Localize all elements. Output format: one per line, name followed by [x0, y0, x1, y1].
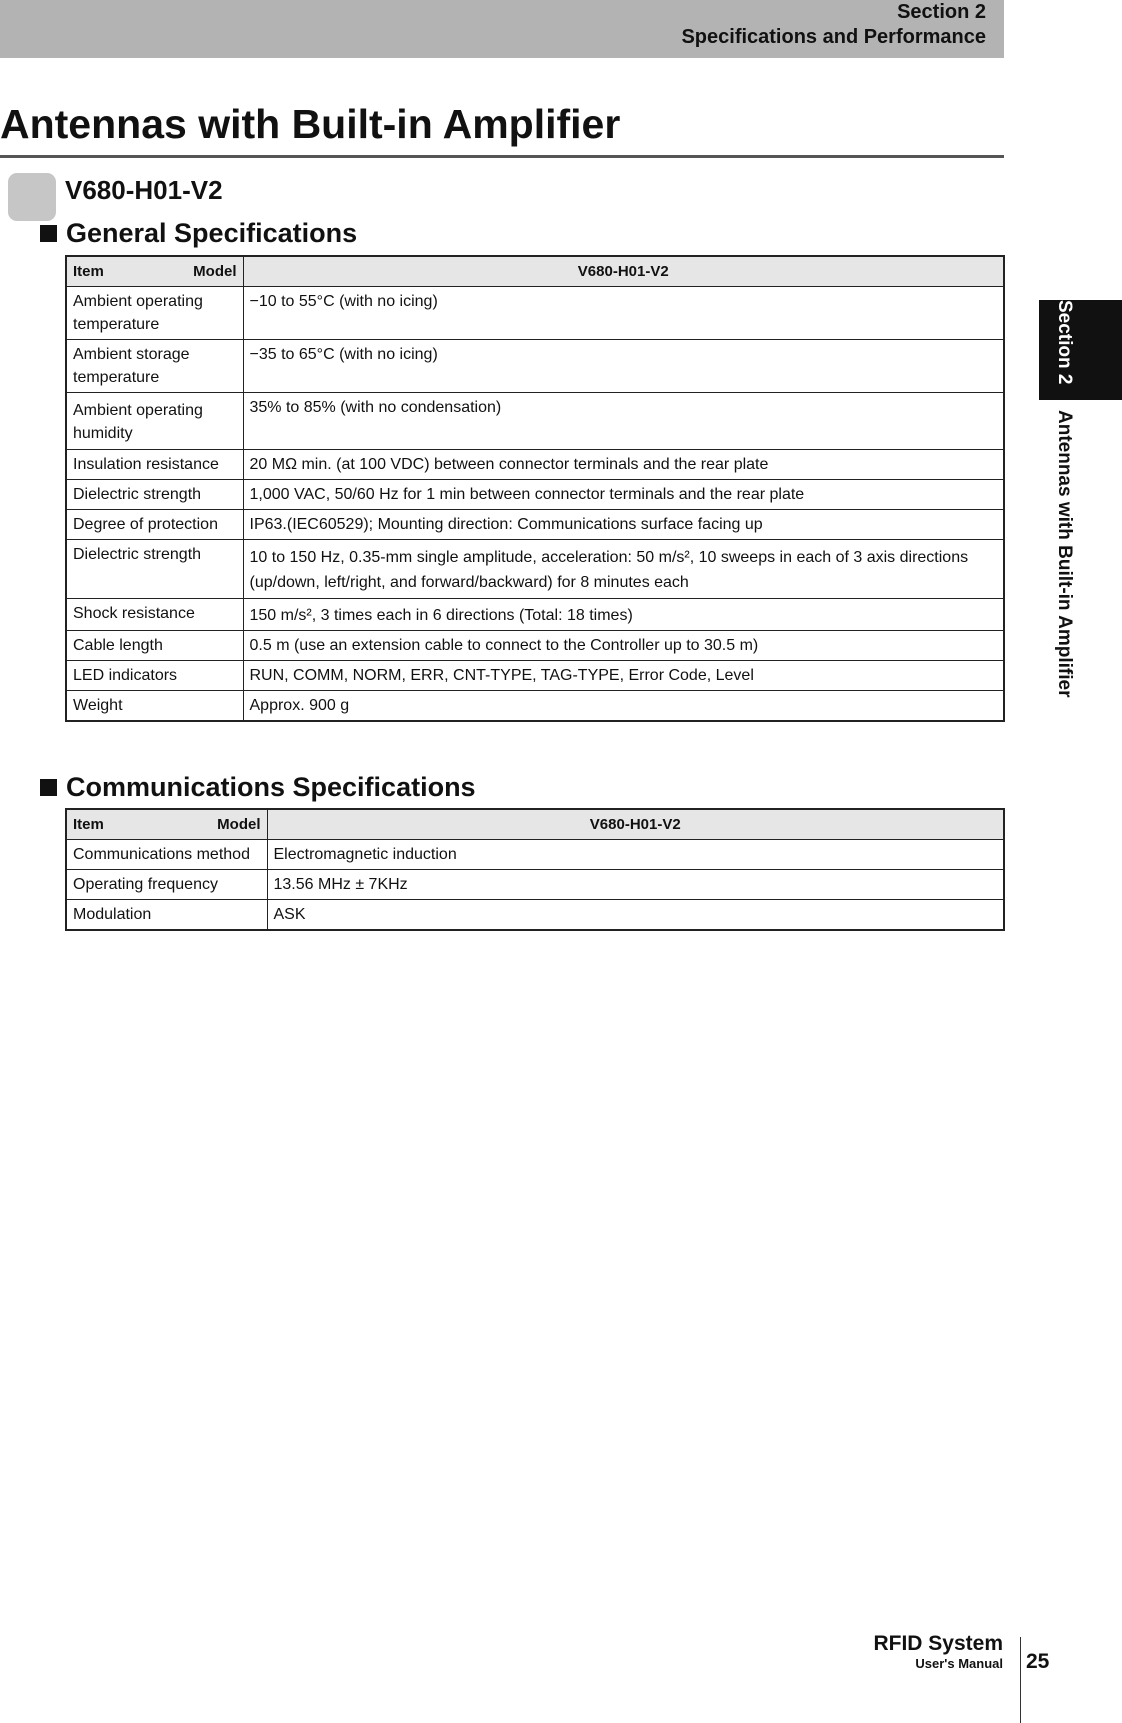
row-value: 20 MΩ min. (at 100 VDC) between connector terminals and the rear plate: [243, 450, 1004, 480]
row-value: 1,000 VAC, 50/60 Hz for 1 min between connector terminals and the rear plate: [243, 480, 1004, 510]
page-number: 25: [1026, 1650, 1050, 1673]
square-bullet-icon: [40, 779, 57, 796]
model-value-header: V680-H01-V2: [243, 256, 1004, 287]
model-header: Model: [193, 263, 237, 280]
item-model-header: [66, 256, 243, 287]
row-item: Ambient operating temperature: [66, 287, 243, 340]
item-header: Item: [73, 816, 104, 833]
model-header: Model: [217, 816, 261, 833]
communications-specs-heading-text: Communications Specifications: [66, 772, 476, 802]
row-item: LED indicators: [66, 661, 243, 691]
general-specs-heading-text: General Specifications: [66, 218, 358, 248]
table-row: [66, 340, 1004, 393]
row-value: Approx. 900 g: [243, 691, 1004, 722]
row-value: ASK: [267, 900, 1004, 931]
table-row: [66, 450, 1004, 480]
row-item: Modulation: [66, 900, 267, 931]
table-row: [66, 900, 1004, 931]
table-row: [66, 540, 1004, 599]
footer-divider: [1020, 1637, 1021, 1723]
model-heading: V680-H01-V2: [65, 175, 223, 205]
row-item: Weight: [66, 691, 243, 722]
row-value: IP63.(IEC60529); Mounting direction: Communications surface facing up: [243, 510, 1004, 540]
header-chapter: Specifications and Performance: [681, 26, 986, 48]
communications-specs-heading: [40, 770, 476, 804]
row-item: Shock resistance: [66, 599, 243, 631]
row-value: 10 to 150 Hz, 0.35-mm single amplitude, acceleration: 50 m/s², 10 sweeps in each of 3 axis directions (up/down, left/right, and forward/backward) for 8 minutes each: [243, 540, 1004, 599]
row-item: Dielectric strength: [66, 540, 243, 599]
footer-system: RFID System: [873, 1632, 1003, 1655]
row-value: Electromagnetic induction: [267, 840, 1004, 870]
row-value: −35 to 65°C (with no icing): [243, 340, 1004, 393]
model-value-header: V680-H01-V2: [267, 809, 1004, 840]
item-model-header: [66, 809, 267, 840]
table-row: [66, 691, 1004, 722]
row-value: 150 m/s², 3 times each in 6 directions (Total: 18 times): [243, 599, 1004, 631]
row-item: Ambient storage temperature: [66, 340, 243, 393]
footer-manual: User's Manual: [915, 1656, 1003, 1671]
table-row: [66, 661, 1004, 691]
row-value: RUN, COMM, NORM, ERR, CNT-TYPE, TAG-TYPE, Error Code, Level: [243, 661, 1004, 691]
row-item: Ambient operating humidity: [66, 393, 243, 450]
title-rule: [0, 155, 1004, 158]
table-row: [66, 631, 1004, 661]
table-header-row: [66, 809, 1004, 840]
section-side-tab-text: Section 2: [1054, 300, 1075, 385]
section-side-label: Antennas with Built-in Amplifier: [1054, 410, 1075, 698]
general-specs-table: [65, 255, 1005, 722]
page-title: Antennas with Built-in Amplifier: [0, 101, 621, 147]
table-row: [66, 599, 1004, 631]
model-tab-marker: [8, 173, 56, 221]
table-row: [66, 510, 1004, 540]
row-item: Communications method: [66, 840, 267, 870]
row-item: Degree of protection: [66, 510, 243, 540]
table-row: [66, 287, 1004, 340]
header-bar: [0, 0, 1004, 58]
communications-specs-table: [65, 808, 1005, 931]
footer-title: [873, 1632, 1003, 1671]
row-item: Dielectric strength: [66, 480, 243, 510]
table-row: [66, 393, 1004, 450]
running-header: [681, 0, 986, 50]
table-row: [66, 840, 1004, 870]
row-item: Cable length: [66, 631, 243, 661]
row-value: −10 to 55°C (with no icing): [243, 287, 1004, 340]
row-item: Insulation resistance: [66, 450, 243, 480]
table-header-row: [66, 256, 1004, 287]
row-value: 35% to 85% (with no condensation): [243, 393, 1004, 450]
row-value: 0.5 m (use an extension cable to connect to the Controller up to 30.5 m): [243, 631, 1004, 661]
header-section: Section 2: [897, 1, 986, 23]
square-bullet-icon: [40, 225, 57, 242]
row-item: Operating frequency: [66, 870, 267, 900]
item-header: Item: [73, 263, 104, 280]
table-row: [66, 480, 1004, 510]
row-value: 13.56 MHz ± 7KHz: [267, 870, 1004, 900]
table-row: [66, 870, 1004, 900]
general-specs-heading: [40, 216, 357, 250]
